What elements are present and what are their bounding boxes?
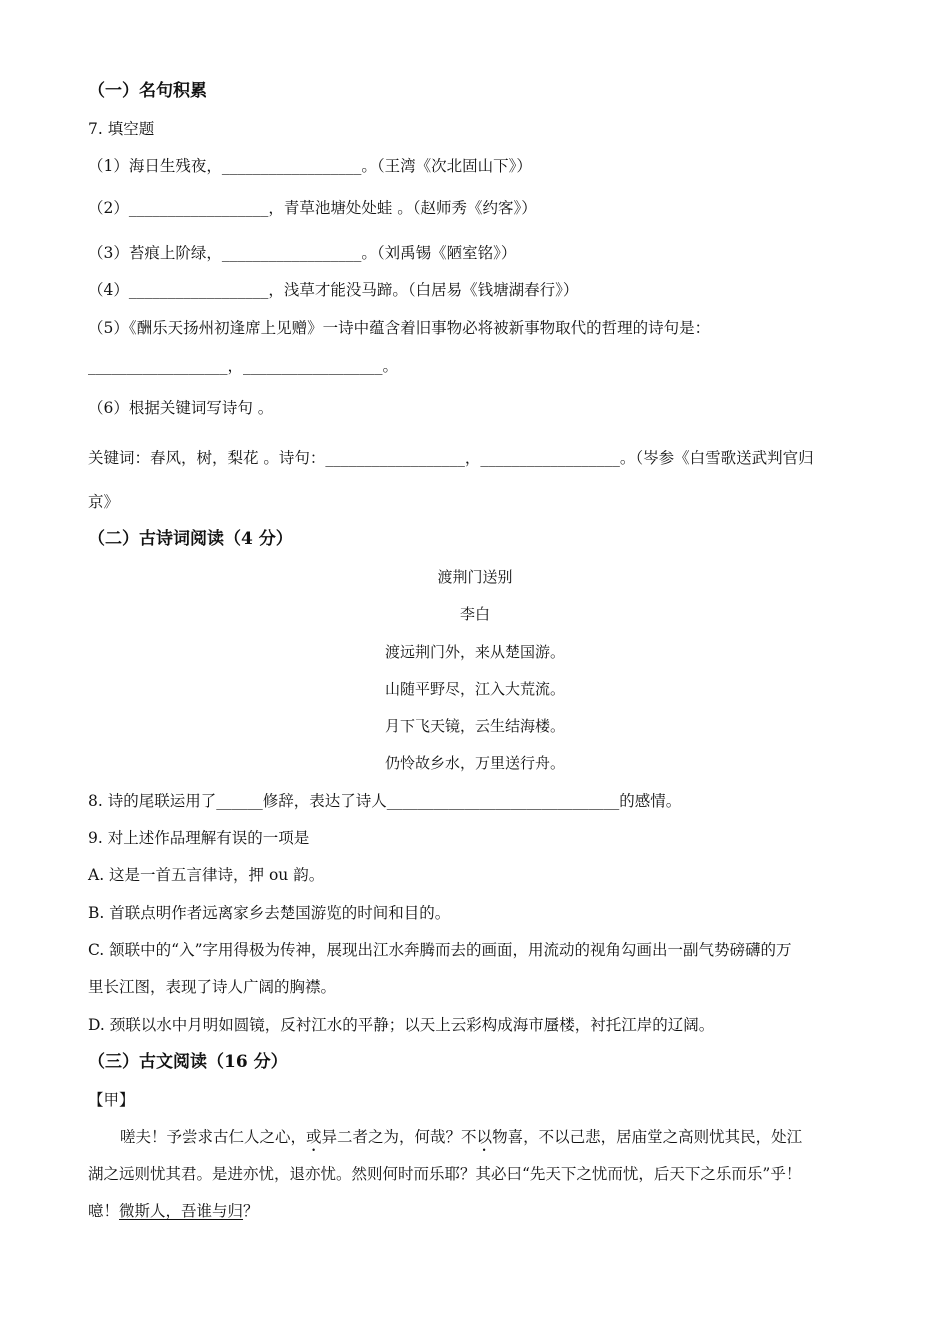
passage-line-2: 湖之远则忧其君。是进亦忧，退亦忧。然则何时而乐耶？其必曰“先天下之忧而忧，后天下之乐而乐”乎！ <box>88 1165 802 1183</box>
option-c: C. 颔联中的“入”字用得极为传神，展现出江水奔腾而去的画面，用流动的视角勾画出一副气势磅礴的万 <box>88 941 792 959</box>
option-b: B. 首联点明作者远离家乡去楚国游览的时间和目的。 <box>88 904 451 922</box>
passage-text: 噫！ <box>88 1202 120 1220</box>
passage-line-1 <box>88 1126 880 1155</box>
emphasized-char: 以 <box>476 1128 493 1146</box>
fill-item-5-answer: __________________，__________________。 <box>88 357 399 375</box>
underlined-phrase: 微斯人，吾谁与归 <box>119 1202 244 1220</box>
poem-line: 月下飞天镜，云生结海楼。 <box>384 717 565 735</box>
emphasized-char: 或 <box>306 1128 322 1146</box>
section-title-1: （一）名句积累 <box>88 81 207 101</box>
option-c-cont: 里长江图，表现了诗人广阔的胸襟。 <box>88 978 337 996</box>
fill-item-6: （6）根据关键词写诗句 。 <box>88 399 274 417</box>
option-a: A. 这是一首五言律诗，押 ou 韵。 <box>88 866 325 884</box>
passage-text: 物喜，不以己悲，居庙堂之高则忧其民，处江 <box>492 1128 803 1146</box>
passage-label: 【甲】 <box>88 1091 135 1109</box>
fill-item-6-keywords: 关键词：春风，树，梨花 。诗句：__________________，__________________。（岑参《白雪歌送武判官归 <box>88 449 814 467</box>
poem-line: 山随平野尽，江入大荒流。 <box>384 680 565 698</box>
poem-title: 渡荆门送别 <box>437 568 513 586</box>
passage-text: 嗟夫！予尝求古仁人之心， <box>120 1128 307 1146</box>
fill-item-5: （5）《酬乐天扬州初逢席上见赠》一诗中蕴含着旧事物必将被新事物取代的哲理的诗句是： <box>88 319 711 337</box>
poem-line: 渡远荆门外，来从楚国游。 <box>384 643 565 661</box>
fill-item-6-keywords-cont: 京》 <box>88 493 120 511</box>
fill-item-1: （1）海日生残夜，__________________。（王湾《次北固山下》） <box>88 157 532 175</box>
question-8: 8. 诗的尾联运用了______修辞，表达了诗人______________________________的感情。 <box>88 792 682 810</box>
fill-item-4: （4）__________________，浅草才能没马蹄。（白居易《钱塘湖春行》） <box>88 281 579 299</box>
question-7-title: 7. 填空题 <box>88 120 155 138</box>
section-title-2: （二）古诗词阅读（4 分） <box>88 529 293 549</box>
poem-author: 李白 <box>459 605 490 623</box>
passage-text: 异二者之为，何哉？不 <box>321 1128 477 1146</box>
fill-item-3: （3）苔痕上阶绿，__________________。（刘禹锡《陋室铭》） <box>88 244 517 262</box>
fill-item-2: （2）__________________，青草池塘处处蛙 。（赵师秀《约客》） <box>88 199 537 217</box>
passage-line-3 <box>88 1200 880 1222</box>
section-title-3: （三）古文阅读（16 分） <box>88 1052 288 1072</box>
passage-text: ？ <box>243 1202 259 1220</box>
question-9: 9. 对上述作品理解有误的一项是 <box>88 829 310 847</box>
option-d: D. 颈联以水中月明如圆镜，反衬江水的平静；以天上云彩构成海市蜃楼，衬托江岸的辽阔。 <box>88 1016 715 1034</box>
poem-line: 仍怜故乡水，万里送行舟。 <box>384 754 565 772</box>
